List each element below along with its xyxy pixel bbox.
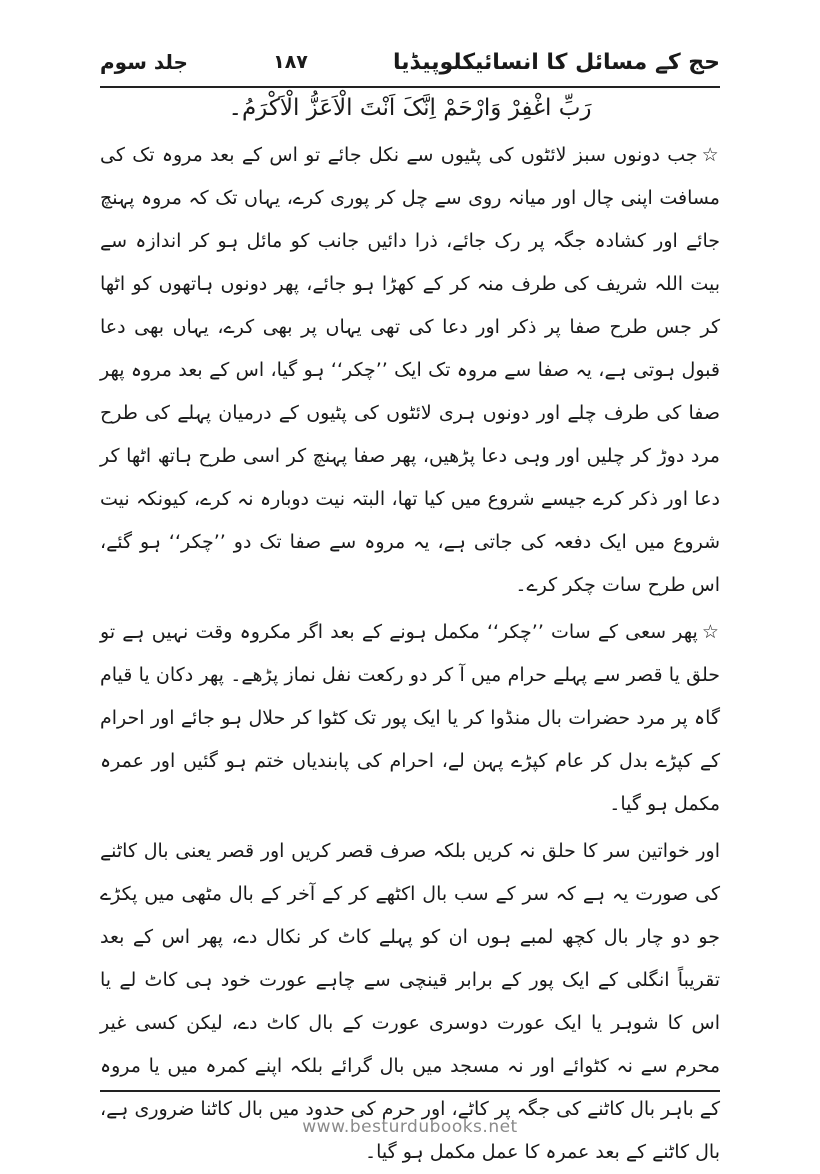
prayer-line: رَبِّ اغْفِرْ وَارْحَمْ اِنَّکَ اَنْتَ الْاَعَزُّ الْاَکْرَمُ۔ xyxy=(228,95,592,121)
paragraph-sai-marwa xyxy=(100,134,720,607)
book-title: حج کے مسائل کا انسائیکلوپیڈیا xyxy=(393,49,720,75)
paragraph-text: اور خواتین سر کا حلق نہ کریں بلکہ صرف قصر کریں اور قصر یعنی بال کاٹنے کی صورت یہ ہے کہ سر کے سب بال اکٹھے کر کے آخر کے بال مٹھی میں پکڑے جو دو چار بال کچھ لمبے ہوں ان کو پہلے کاٹ کر نکال دے، پھر اس کے بعد تقریباً انگلی کے ایک پور کے برابر قینچی سے چاہے عورت خود ہی کاٹ لے یا اس کا شوہر یا ایک عورت دوسری عورت کے بال کاٹ دے، لیکن کسی غیر محرم سے نہ کٹوائے اور نہ مسجد میں بال گرائے بلکہ اپنے کمرہ میں یا مروہ کے باہر بال کاٹنے کی جگہ پر کاٹے، اور حرم کی حدود میں بال کاٹنا ضروری ہے، بال کاٹنے کے بعد عمرہ کا عمل مکمل ہو گیا۔ xyxy=(100,840,720,1163)
star-bullet-icon: ☆ xyxy=(701,621,720,643)
page-number: ۱۸۷ xyxy=(273,51,308,73)
page-header xyxy=(100,42,720,82)
star-bullet-icon: ☆ xyxy=(701,144,720,166)
paragraph-halq-qasr xyxy=(100,611,720,826)
footer-divider xyxy=(100,1090,720,1092)
paragraph-text: جب دونوں سبز لائٹوں کی پٹیوں سے نکل جائے تو اس کے بعد مروہ تک کی مسافت اپنی چال اور میانہ روی سے چل کر پوری کرے، یہاں تک کہ مروہ پہنچ جائے اور کشادہ جگہ پر رک جائے، ذرا دائیں جانب کو مائل ہو کر اندازہ سے بیت اللہ شریف کی طرف منہ کر کے کھڑا ہو جائے، پھر دونوں ہاتھوں کو اٹھا کر جس طرح صفا پر ذکر اور دعا کی تھی یہاں پر بھی کرے، یہاں بھی دعا قبول ہوتی ہے، یہ صفا سے مروہ تک ایک ’’چکر‘‘ ہو گیا، اس کے بعد مروہ پھر صفا کی طرف چلے اور دونوں ہری لائٹوں کی پٹیوں کے درمیان پہلے کی طرح مرد دوڑ کر چلیں اور وہی دعا پڑھیں، پھر صفا پہنچ کر اسی طرح ہاتھ اٹھا کر دعا اور ذکر کرے جیسے شروع میں کیا تھا، البتہ نیت دوبارہ نہ کرے، کیونکہ نیت شروع میں ایک دفعہ کی جاتی ہے، یہ مروہ سے صفا تک دو ’’چکر‘‘ ہو گئے، اس طرح سات چکر کرے۔ xyxy=(100,144,720,596)
paragraph-text: پھر سعی کے سات ’’چکر‘‘ مکمل ہونے کے بعد اگر مکروہ وقت نہیں ہے تو حلق یا قصر سے پہلے حرام میں آ کر دو رکعت نفل نماز پڑھے۔ پھر دکان یا قیام گاہ پر مرد حضرات بال منڈوا کر یا ایک پور تک کٹوا کر حلال ہو جائے اور احرام کے کپڑے بدل کر عام کپڑے پہن لے، احرام کی پابندیاں ختم ہو گئیں اور عمرہ مکمل ہو گیا۔ xyxy=(100,621,720,815)
footer-website-link[interactable]: www.besturdubooks.net xyxy=(302,1117,518,1137)
volume-label: جلد سوم xyxy=(100,50,188,74)
